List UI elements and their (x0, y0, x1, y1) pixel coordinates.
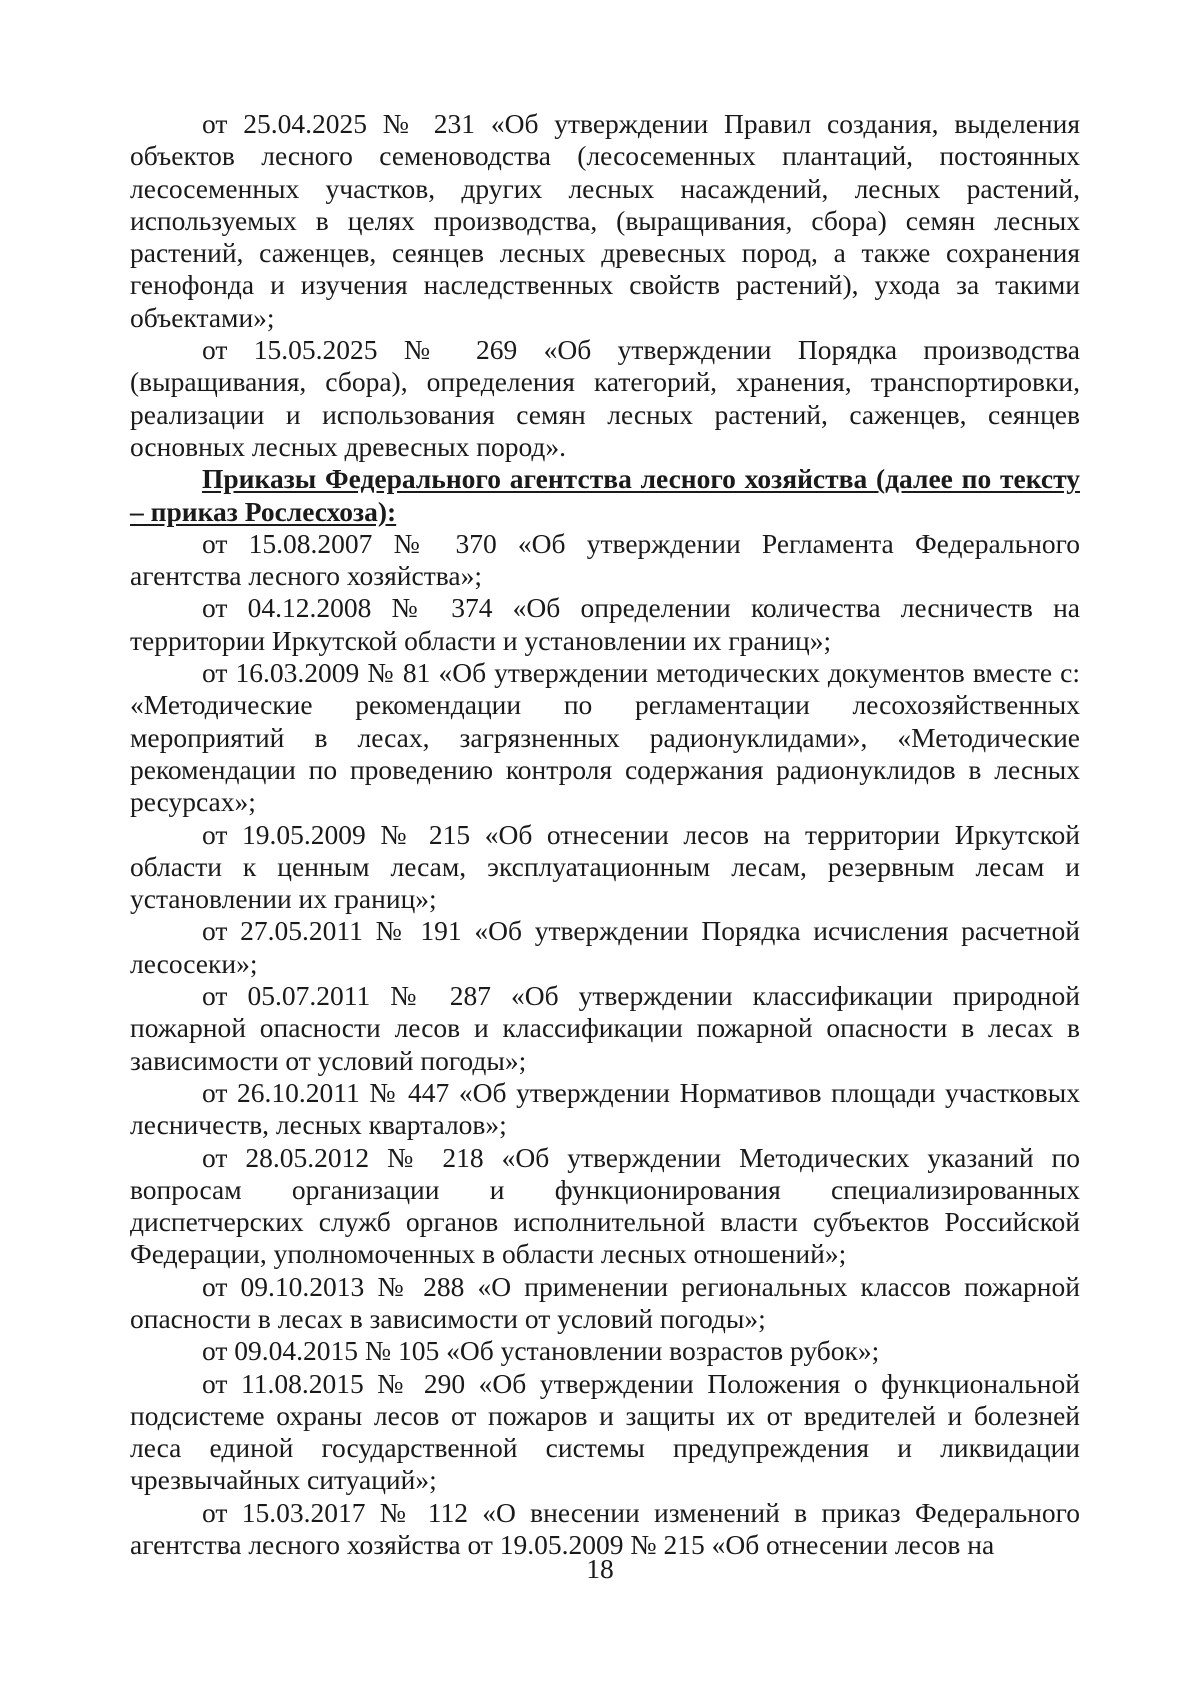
page-number: 18 (586, 1553, 614, 1584)
order-paragraph: от 26.10.2011 № 447 «Об утверждении Нормативов площади участковых лесничеств, лесных кварталов»; (130, 1076, 1080, 1141)
order-paragraph: от 09.04.2015 № 105 «Об установлении возрастов рубок»; (202, 1335, 880, 1367)
order-paragraph: от 15.05.2025 № 269 «Об утверждении Порядка производства (выращивания, сбора), определения категорий, хранения, транспортировки, реализации и использования семян лесных растений, саженцев, сеянцев основных лесных древесных пород». (130, 334, 1080, 462)
order-paragraph: от 09.10.2013 № 288 «О применении региональных классов пожарной опасности в лесах в зависимости от условий погоды»; (130, 1270, 1080, 1334)
order-paragraph: от 04.12.2008 № 374 «Об определении количества лесничеств на территории Иркутской области и установлении их границ»; (130, 592, 1080, 656)
order-paragraph: от 15.03.2017 № 112 «О внесении изменений в приказ Федерального агентства лесного хозяйства от 19.05.2009 № 215 «Об отнесении лесов на (130, 1496, 1080, 1561)
order-paragraph: от 27.05.2011 № 191 «Об утверждении Порядка исчисления расчетной лесосеки»; (130, 915, 1080, 979)
order-paragraph: от 05.07.2011 № 287 «Об утверждении классификации природной пожарной опасности лесов и классификации пожарной опасности в лесах в зависимости от условий погоды»; (130, 980, 1080, 1076)
order-paragraph: от 15.08.2007 № 370 «Об утверждении Регламента Федерального агентства лесного хозяйства»; (130, 527, 1080, 592)
order-paragraph: от 25.04.2025 № 231 «Об утверждении Правил создания, выделения объектов лесного семеноводства (лесосеменных плантаций, постоянных лесосеменных участков, других лесных насаждений, лесных растений, используемых в целях производства, (выращивания, сбора) семян лесных растений, саженцев, сеянцев лесных древесных пород, а также сохранения генофонда и изучения наследственных свойств растений), ухода за такими объектами»; (130, 108, 1080, 333)
document-page (130, 108, 1080, 1561)
order-paragraph: от 11.08.2015 № 290 «Об утверждении Положения о функциональной подсистеме охраны лесов от пожаров и защиты их от вредителей и болезней леса единой государственной системы предупреждения и ликвидации чрезвычайных ситуаций»; (130, 1367, 1080, 1496)
order-paragraph: от 28.05.2012 № 218 «Об утверждении Методических указаний по вопросам организации и функционирования специализированных диспетчерских служб органов исполнительной власти субъектов Российской Федерации, уполномоченных в области лесных отношений»; (130, 1141, 1080, 1270)
order-paragraph: от 16.03.2009 № 81 «Об утверждении методических документов вместе с: «Методические рекомендации по регламентации лесохозяйственных мероприятий в лесах, загрязненных радионуклидами», «Методические рекомендации по проведению контроля содержания радионуклидов в лесных ресурсах»; (130, 657, 1080, 818)
order-paragraph: от 19.05.2009 № 215 «Об отнесении лесов на территории Иркутской области к ценным лесам, эксплуатационным лесам, резервным лесам и установлении их границ»; (130, 818, 1080, 915)
section-heading: Приказы Федерального агентства лесного хозяйства (далее по тексту – приказ Рослесхоза): (130, 463, 1080, 527)
